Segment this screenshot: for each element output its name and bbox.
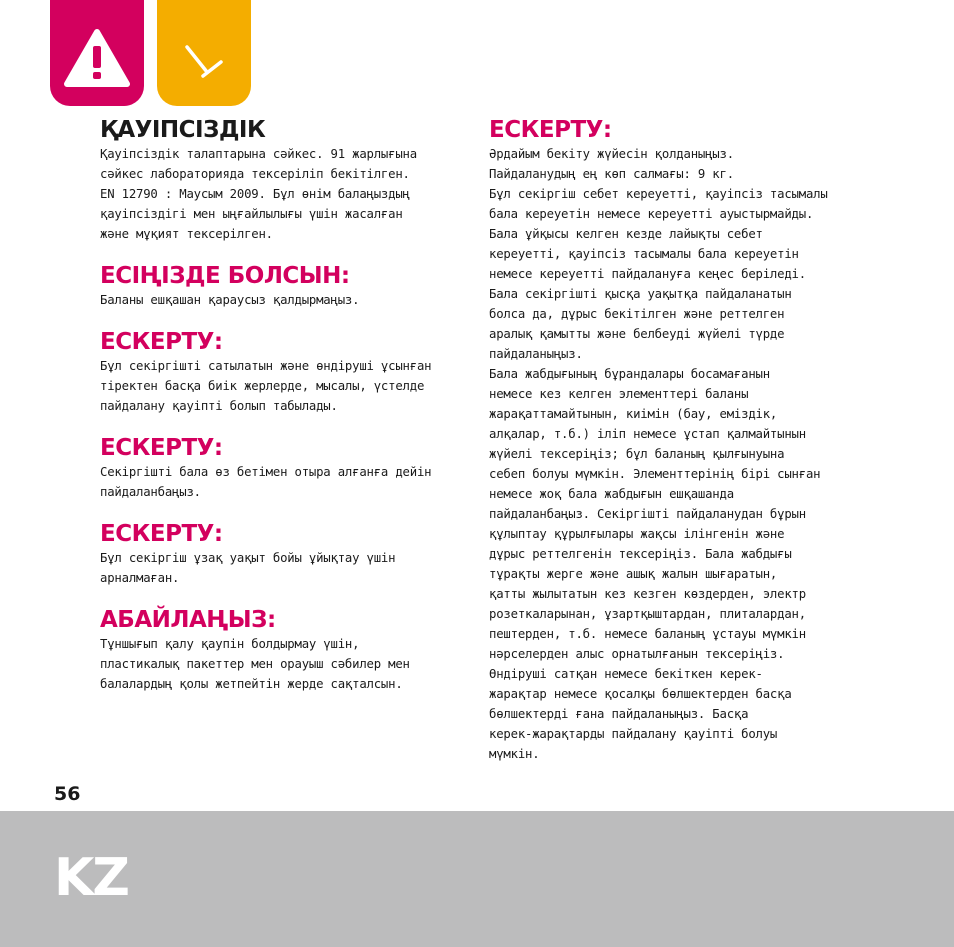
text-line: Бала секіргішті қысқа уақытқа пайдаланатын xyxy=(489,287,792,301)
text-line: розеткаларынан, ұзартқыштардан, плиталардан, xyxy=(489,607,806,621)
text-line: пайдаланыңыз. xyxy=(489,347,583,361)
text-line: Секіргішті бала өз бетімен отыра алғанға дейін xyxy=(100,465,432,479)
text-line: немесе кез келген элементтері баланы xyxy=(489,387,749,401)
warning-triangle-icon xyxy=(50,0,144,106)
text-line: Пайдаланудың ең көп салмағы: 9 кг. xyxy=(489,167,734,181)
text-line: жарақаттамайтынын, киімін (бау, еміздік, xyxy=(489,407,778,421)
section-body xyxy=(489,144,849,764)
section-heading: ЕСКЕРТУ: xyxy=(100,521,223,547)
text-line: жарақтар немесе қосалқы бөлшектерден басқа xyxy=(489,687,792,701)
footer-band xyxy=(0,811,954,947)
warning-tab xyxy=(50,0,144,106)
text-line: пештерден, т.б. немесе баланың ұстауы мүмкін xyxy=(489,627,806,641)
tool-icon xyxy=(157,0,251,106)
text-line: болса да, дұрыс бекітілген және реттелген xyxy=(489,307,785,321)
tool-tab xyxy=(157,0,251,106)
text-line: аралық қамытты және белбеуді жүйелі түрде xyxy=(489,327,785,341)
text-line: қауіпсіздігі мен ыңғайлылығы үшін жасалған xyxy=(100,207,403,221)
text-line: Бала жабдығының бұрандалары босамағанын xyxy=(489,367,770,381)
text-line: құлыптау құрылғылары жақсы ілінгенін және xyxy=(489,527,785,541)
section-heading: ЕСКЕРТУ: xyxy=(100,329,223,355)
text-line: Қауіпсіздік талаптарына сәйкес. 91 жарлығына xyxy=(100,147,417,161)
text-line: мүмкін. xyxy=(489,747,540,761)
text-line: бала кереуетін немесе кереуетті ауыстырмайды. xyxy=(489,207,814,221)
section-body xyxy=(100,356,470,416)
text-line: пайдаланбаңыз. xyxy=(100,485,201,499)
text-line: Бұл секіргіш себет кереуетті, қауіпсіз тасымалы xyxy=(489,187,828,201)
page-number: 56 xyxy=(54,783,81,805)
text-line: EN 12790 : Маусым 2009. Бұл өнім балаңыздың xyxy=(100,187,410,201)
text-line: пластикалық пакеттер мен орауыш сәбилер мен xyxy=(100,657,410,671)
text-line: және мұқият тексерілген. xyxy=(100,227,273,241)
text-line: сәйкес лабораторияда тексеріліп бекітілген. xyxy=(100,167,410,181)
text-line: Тұншығып қалу қаупін болдырмау үшін, xyxy=(100,637,360,651)
section-body xyxy=(100,548,470,588)
section-heading: ЕСІҢІЗДЕ БОЛСЫН: xyxy=(100,263,350,289)
section-heading: АБАЙЛАҢЫЗ: xyxy=(100,607,276,633)
right-column xyxy=(489,114,849,764)
text-line: пайдаланбаңыз. Секіргішті пайдаланудан бұрын xyxy=(489,507,806,521)
text-line: жүйелі тексеріңіз; бұл баланың қылғынуына xyxy=(489,447,785,461)
text-line: пайдалану қауіпті болып табылады. xyxy=(100,399,338,413)
text-line: алқалар, т.б.) іліп немесе ұстап қалмайтынын xyxy=(489,427,806,441)
section-body xyxy=(100,144,470,244)
text-line: балалардың қолы жетпейтін жерде сақталсын. xyxy=(100,677,403,691)
section-heading: ЕСКЕРТУ: xyxy=(489,117,612,143)
text-line: тіректен басқа биік жерлерде, мысалы, үстелде xyxy=(100,379,425,393)
section-body xyxy=(100,634,470,694)
section-heading: ЕСКЕРТУ: xyxy=(100,435,223,461)
text-line: немесе кереуетті пайдалануға кеңес беріледі. xyxy=(489,267,806,281)
text-line: Әрдайым бекіту жүйесін қолданыңыз. xyxy=(489,147,734,161)
text-line: немесе жоқ бала жабдығын ешқашанда xyxy=(489,487,734,501)
language-code: KZ xyxy=(54,848,128,908)
text-line: арналмаған. xyxy=(100,571,180,585)
text-line: бөлшектерді ғана пайдаланыңыз. Басқа xyxy=(489,707,749,721)
section-heading: ҚАУІПСІЗДІК xyxy=(100,117,266,143)
left-column xyxy=(100,114,470,694)
text-line: Өндіруші сатқан немесе бекіткен керек- xyxy=(489,667,763,681)
text-line: Баланы ешқашан қараусыз қалдырмаңыз. xyxy=(100,293,360,307)
text-line: Бұл секіргіш ұзақ уақыт бойы ұйықтау үшін xyxy=(100,551,396,565)
text-line: нәрселерден алыс орнатылғанын тексеріңіз. xyxy=(489,647,785,661)
text-line: Бұл секіргішті сатылатын және өндіруші ұсынған xyxy=(100,359,432,373)
text-line: қатты жылытатын кез кезген көздерден, электр xyxy=(489,587,806,601)
text-line: кереуетті, қауіпсіз тасымалы бала кереуетін xyxy=(489,247,799,261)
text-line: керек-жарақтарды пайдалану қауіпті болуы xyxy=(489,727,778,741)
text-line: дұрыс реттелгенін тексеріңіз. Бала жабдығы xyxy=(489,547,792,561)
section-body xyxy=(100,462,470,502)
section-body xyxy=(100,290,470,310)
text-line: Бала ұйқысы келген кезде лайықты себет xyxy=(489,227,763,241)
text-line: тұрақты жерге және ашық жалын шығаратын, xyxy=(489,567,778,581)
text-line: себеп болуы мүмкін. Элементтерінің бірі сынған xyxy=(489,467,821,481)
